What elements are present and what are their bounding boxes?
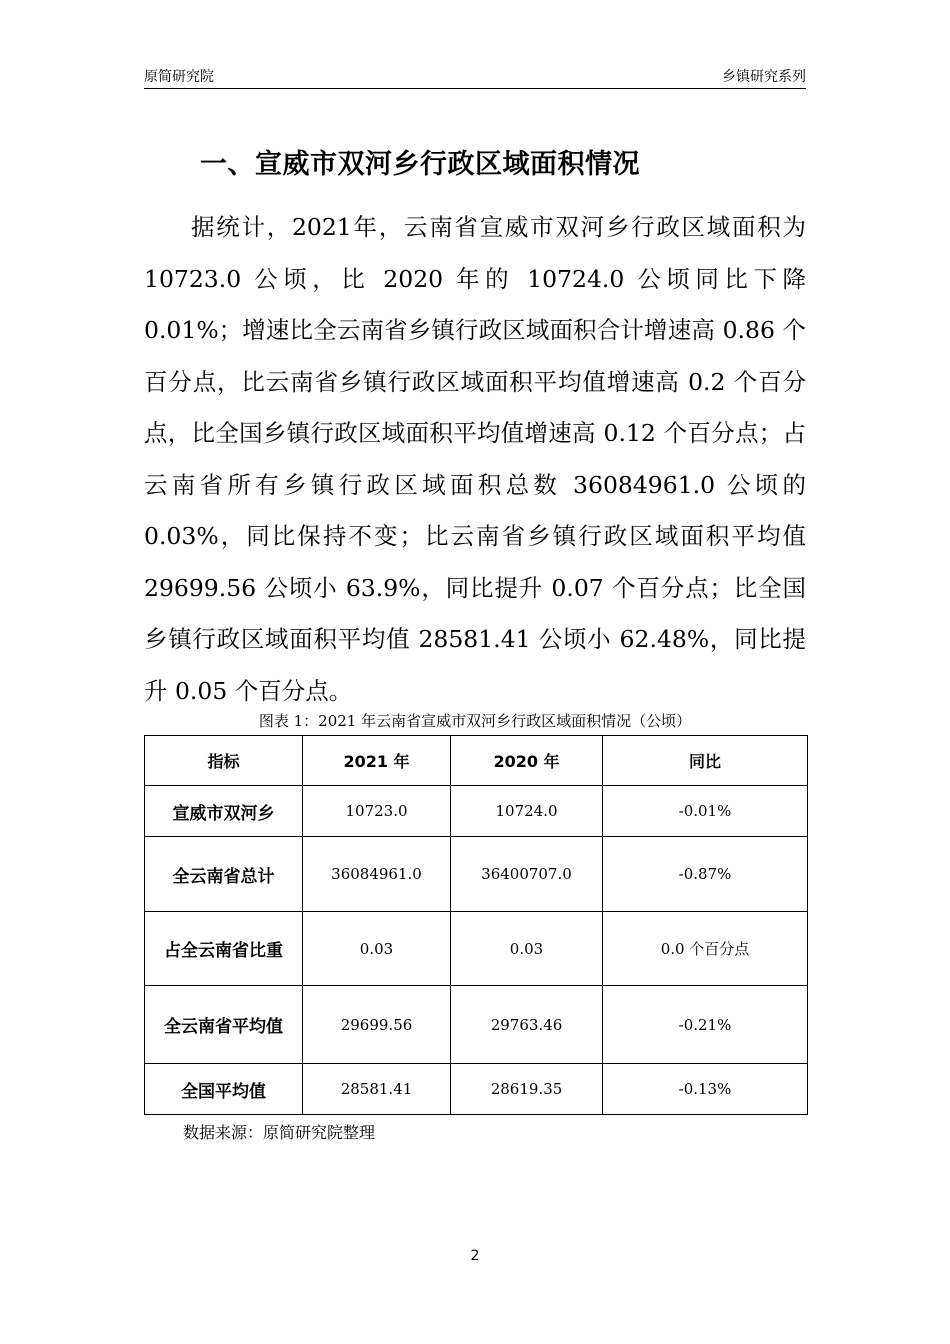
table-cell: 29699.56	[303, 986, 451, 1064]
table-cell: 10724.0	[451, 786, 603, 837]
table-header-row	[145, 736, 808, 786]
page-number: 2	[470, 1248, 480, 1264]
table-cell: -0.87%	[603, 837, 808, 912]
table-row	[145, 1064, 808, 1115]
row-label: 宣威市双河乡	[145, 786, 303, 837]
table-cell: 36400707.0	[451, 837, 603, 912]
column-header: 2021 年	[303, 736, 451, 786]
row-label: 占全云南省比重	[145, 912, 303, 986]
page-header	[144, 66, 806, 89]
row-label: 全云南省平均值	[145, 986, 303, 1064]
table-cell: 0.03	[451, 912, 603, 986]
table-row	[145, 837, 808, 912]
table-row	[145, 986, 808, 1064]
table-cell: -0.21%	[603, 986, 808, 1064]
column-header: 同比	[603, 736, 808, 786]
row-label: 全国平均值	[145, 1064, 303, 1115]
table-row	[145, 912, 808, 986]
table-cell: 0.0 个百分点	[603, 912, 808, 986]
header-left-text: 原简研究院	[144, 69, 214, 85]
header-right-text: 乡镇研究系列	[722, 69, 806, 85]
table-caption: 图表 1：2021 年云南省宣威市双河乡行政区域面积情况（公顷）	[258, 712, 692, 730]
table-cell: 36084961.0	[303, 837, 451, 912]
table-cell: -0.13%	[603, 1064, 808, 1115]
column-header: 指标	[145, 736, 303, 786]
data-source-note: 数据来源：原简研究院整理	[183, 1123, 376, 1142]
section-title: 一、宣威市双河乡行政区域面积情况	[200, 149, 640, 180]
table-cell: 0.03	[303, 912, 451, 986]
table-cell: 28619.35	[451, 1064, 603, 1115]
table-row	[145, 786, 808, 837]
column-header: 2020 年	[451, 736, 603, 786]
body-paragraph: 据统计，2021年，云南省宣威市双河乡行政区域面积为 10723.0 公顷，比 2020 年的 10724.0 公顷同比下降 0.01%；增速比全云南省乡镇行政区域面积合计增速高 0.86 个百分点，比云南省乡镇行政区域面积平均值增速高 0.2 个百分点，比全国乡镇行政区域面积平均值增速高 0.12 个百分点；占云南省所有乡镇行政区域面积总数 36084961.0 公顷的 0.03%，同比保持不变；比云南省乡镇行政区域面积平均值 29699.56 公顷小 63.9%，同比提升 0.07 个百分点；比全国乡镇行政区域面积平均值 28581.41 公顷小 62.48%，同比提升 0.05 个百分点。	[144, 213, 806, 705]
data-table	[144, 735, 808, 1115]
table-cell: 10723.0	[303, 786, 451, 837]
table-cell: -0.01%	[603, 786, 808, 837]
table-cell: 28581.41	[303, 1064, 451, 1115]
row-label: 全云南省总计	[145, 837, 303, 912]
table-cell: 29763.46	[451, 986, 603, 1064]
